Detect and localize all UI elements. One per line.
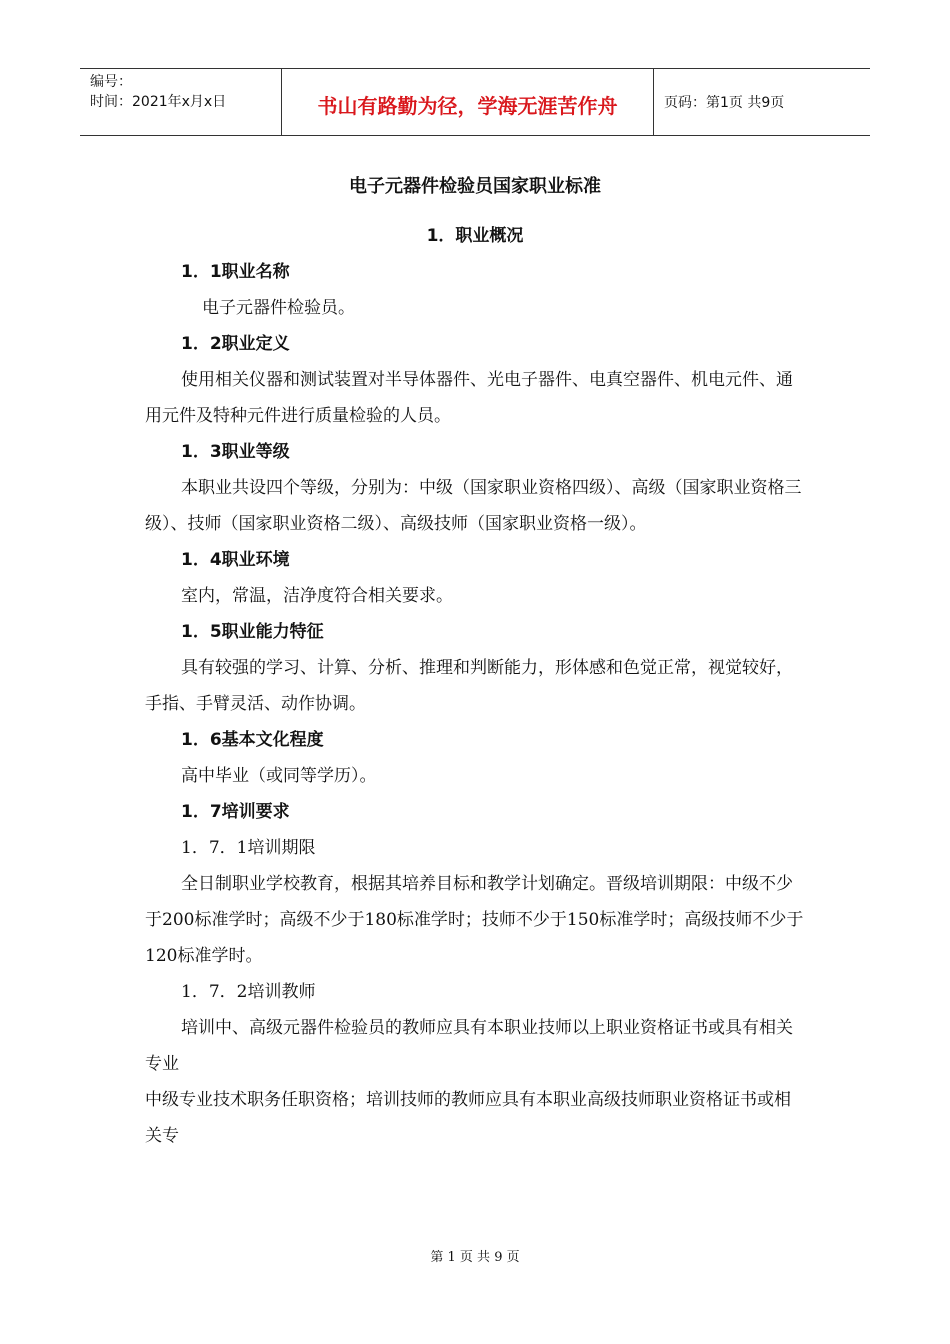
document-title: 电子元器件检验员国家职业标准 [349,176,601,197]
page-footer: 第 1 页 共 9 页 [430,1250,520,1265]
subsection-heading: 1．7．2培训教师 [181,982,316,1002]
subsection-heading: 1．7．1培训期限 [181,838,316,858]
paragraph: 全日制职业学校教育，根据其培养目标和教学计划确定。晋级培训期限：中级不少于200标准学时；高级不少于180标准学时；技师不少于150标准学时；高级技师不少于120标准学时。 [145,874,804,966]
paragraph: 高中毕业（或同等学历）。 [181,766,377,786]
paragraph: 电子元器件检验员。 [202,298,355,318]
section-heading: 1．5职业能力特征 [181,622,324,642]
paragraph: 使用相关仪器和测试装置对半导体器件、光电子器件、电真空器件、机电元件、通用元件及特种元件进行质量检验的人员。 [145,370,793,426]
section-heading: 1．3职业等级 [181,442,290,462]
page-header [80,68,870,136]
header-page-number: 页码：第1页 共9页 [664,95,785,111]
paragraph: 培训中、高级元器件检验员的教师应具有本职业技师以上职业资格证书或具有相关专业 [145,1018,793,1074]
document-number-label: 编号： [90,74,132,90]
paragraph: 具有较强的学习、计算、分析、推理和判断能力，形体感和色觉正常，视觉较好，手指、手臂灵活、动作协调。 [145,658,793,714]
paragraph: 本职业共设四个等级，分别为：中级（国家职业资格四级）、高级（国家职业资格三级）、技师（国家职业资格二级）、高级技师（国家职业资格一级）。 [145,478,802,534]
paragraph: 中级专业技术职务任职资格；培训技师的教师应具有本职业高级技师职业资格证书或相关专 [145,1090,791,1146]
section-heading: 1．7培训要求 [181,802,290,822]
section-heading: 1．2职业定义 [181,334,290,354]
section-heading: 1．4职业环境 [181,550,290,570]
paragraph: 室内，常温，洁净度符合相关要求。 [181,586,453,606]
chapter-heading: 1．职业概况 [426,226,524,246]
document-body [145,218,805,1154]
section-heading: 1．1职业名称 [181,262,290,282]
section-heading: 1．6基本文化程度 [181,730,324,750]
document-time: 时间：2021年x月x日 [90,94,227,110]
header-motto: 书山有路勤为径，学海无涯苦作舟 [282,69,654,135]
header-meta [80,69,282,135]
